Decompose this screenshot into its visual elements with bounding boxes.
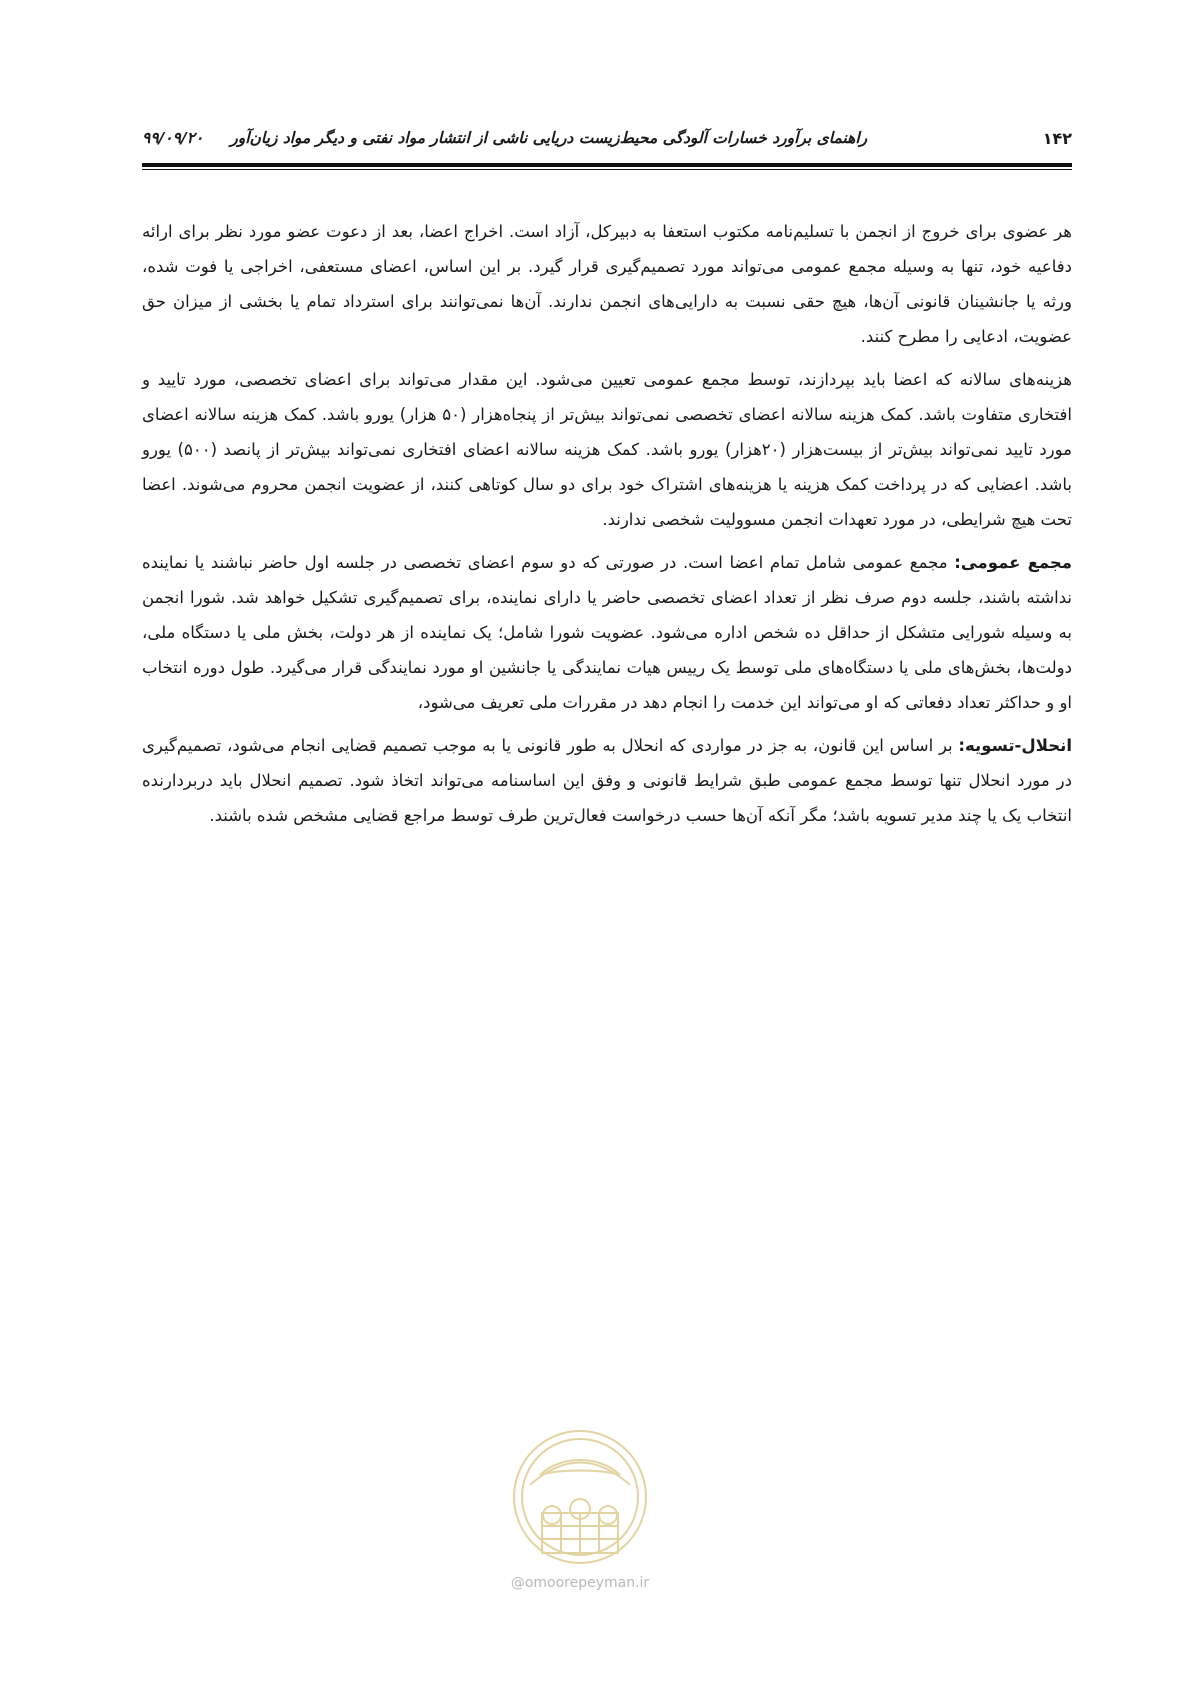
header-rule-thin (142, 169, 1072, 170)
paragraph-text: بر اساس این قانون، به جز در مواردی که انحلال به طور قانونی یا به موجب تصمیم قضایی انجام می‌شود، تصمیم‌گیری در مورد انحلال تنها توسط مجمع عمومی طبق شرایط قانونی و وفق این اساسنامه می‌تواند اتخاذ شود. تصمیم انحلال باید دربردارنده انتخاب یک یا چند مدیر تسویه باشد؛ مگر آنکه آن‌ها حسب درخواست فعال‌ترین طرف توسط مراجع قضایی مشخص شده باشند. (142, 736, 1072, 825)
paragraph-lead: مجمع عمومی: (954, 553, 1073, 572)
paragraph-text: هر عضوی برای خروج از انجمن با تسلیم‌نامه مکتوب استعفا به دبیرکل، آزاد است. اخراج اعضا، بعد از دعوت عضو مورد نظر برای ارائه دفاعیه خود، تنها به وسیله مجمع عمومی می‌تواند مورد تصمیم‌گیری قرار گیرد. بر این اساس، اعضای مستعفی، اخراجی یا فوت شده، ورثه یا جانشینان قانونی آن‌ها، هیچ حقی نسبت به دارایی‌های انجمن ندارند. آن‌ها نمی‌توانند برای استرداد تمام یا بخشی از میزان حق عضویت، ادعایی را مطرح کنند. (142, 222, 1072, 346)
page-header (142, 127, 1072, 149)
paragraph-membership-exit (142, 214, 1072, 354)
header-rule-thick (142, 163, 1072, 167)
watermark-url: @omoorepeyman.ir (510, 1575, 650, 1591)
header-date: ۹۹/۰۹/۲۰ (142, 129, 204, 147)
paragraph-dissolution (142, 728, 1072, 833)
paragraph-text: مجمع عمومی شامل تمام اعضا است. در صورتی که دو سوم اعضای تخصصی در جلسه اول حاضر نباشند یا نماینده نداشته باشند، جلسه دوم صرف نظر از تعداد اعضای تخصصی حاضر یا دارای نماینده، برای تصمیم‌گیری تشکیل خواهد شد. شورا انجمن به وسیله شورایی متشکل از حداقل ده شخص اداره می‌شود. عضویت شورا شامل؛ یک نماینده از هر دولت، بخش ملی یا دستگاه ملی، دولت‌ها، بخش‌های ملی یا دستگاه‌های ملی توسط یک رییس هیات نمایندگی یا جانشین او مورد نمایندگی قرار می‌گیرد. طول دوره انتخاب او و حداکثر تعداد دفعاتی که او می‌تواند این خدمت را انجام دهد در مقررات ملی تعریف می‌شود، (142, 553, 1072, 712)
watermark-logo-icon (500, 1425, 660, 1570)
paragraph-text: هزینه‌های سالانه که اعضا باید بپردازند، توسط مجمع عمومی تعیین می‌شود. این مقدار می‌تواند برای اعضای تخصصی، مورد تایید و افتخاری متفاوت باشد. کمک هزینه سالانه اعضای تخصصی نمی‌تواند بیش‌تر از پنجاه‌هزار (۵۰ هزار) یورو باشد. کمک هزینه سالانه اعضای مورد تایید نمی‌تواند بیش‌تر از بیست‌هزار (۲۰هزار) یورو باشد. کمک هزینه سالانه اعضای افتخاری نمی‌تواند بیش‌تر از پانصد (۵۰۰) یورو باشد. اعضایی که در پرداخت کمک هزینه یا هزینه‌های اشتراک خود برای دو سال کوتاهی کنند، از عضویت انجمن محروم می‌شوند. اعضا تحت هیچ شرایطی، در مورد تعهدات انجمن مسوولیت شخصی ندارند. (142, 370, 1073, 529)
watermark-logo (500, 1425, 660, 1570)
body-text (142, 214, 1072, 841)
paragraph-general-assembly (142, 545, 1072, 720)
paragraph-lead: انحلال-تسویه: (958, 736, 1072, 755)
running-title: راهنمای برآورد خسارات آلودگی محیط‌زیست دریایی ناشی از انتشار مواد نفتی و دیگر مواد زیان‌آور (230, 129, 868, 147)
page-number: ۱۴۲ (1042, 128, 1072, 148)
header-title-group (142, 129, 867, 147)
paragraph-annual-fees (142, 362, 1072, 537)
